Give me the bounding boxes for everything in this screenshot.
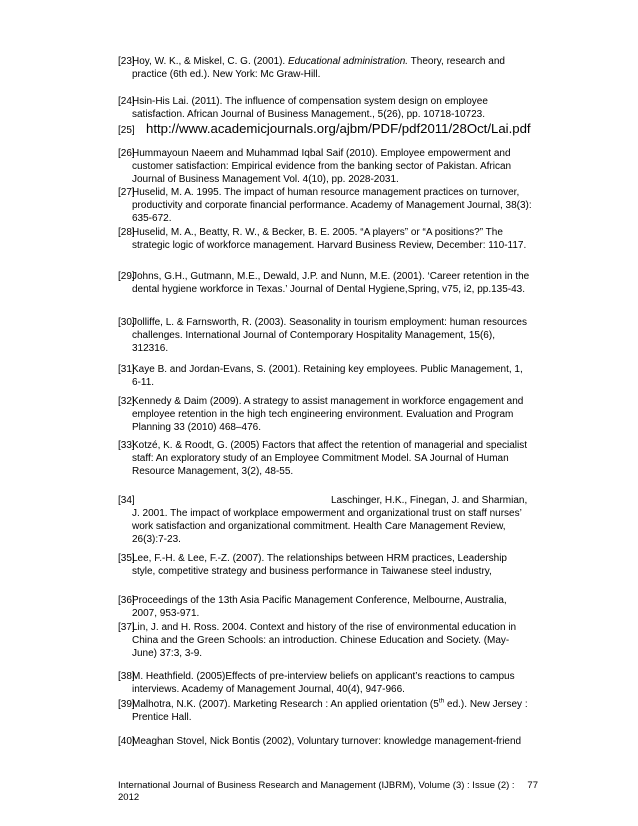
reference-number: [30] — [118, 317, 135, 328]
reference-url-link[interactable]: http://www.academicjournals.org/ajbm/PDF/pdf2011/28Oct/Lai.pdf — [146, 121, 531, 136]
reference-23 — [118, 55, 533, 81]
reference-text-start: Malhotra, N.K. (2007). Marketing Research : An applied orientation (5 — [132, 699, 439, 710]
reference-32 — [118, 395, 533, 434]
reference-text-start: Hoy, W. K., & Miskel, C. G. (2001). — [132, 56, 288, 67]
reference-35 — [118, 552, 533, 578]
reference-number: [36] — [118, 595, 135, 606]
reference-33 — [118, 439, 533, 478]
reference-text: Lin, J. and H. Ross. 2004. Context and history of the rise of environmental education in China and the Green Schools: an introduction. Chinese Education and Society. (May-June) 37:3, 3-9. — [132, 622, 517, 659]
reference-number: [39] — [118, 699, 135, 710]
reference-number: [23] — [118, 56, 135, 67]
reference-number: [24] — [118, 96, 135, 107]
reference-text: Kaye B. and Jordan-Evans, S. (2001). Retaining key employees. Public Management, 1, 6-11. — [132, 364, 523, 388]
reference-text: Kennedy & Daim (2009). A strategy to assist management in workforce engagement and employee retention in the high tech engineering environment. Evaluation and Program Planning 33 (2010) 468–476. — [132, 396, 524, 433]
reference-text-end: Theory, research and practice (6th ed.). New York: Mc Graw-Hill. — [132, 56, 505, 80]
reference-38 — [118, 670, 533, 696]
reference-number: [26] — [118, 148, 135, 159]
reference-text-end: ed.). New Jersey : Prentice Hall. — [132, 699, 528, 723]
reference-number: [28] — [118, 227, 135, 238]
reference-25 — [118, 121, 533, 136]
reference-30 — [118, 316, 533, 355]
reference-text: Hummayoun Naeem and Muhammad Iqbal Saif (2010). Employee empowerment and customer satisfaction: Empirical evidence from the banking sector of Pakistan. African Journal of Business Management Vol. 4(10), pp. 2028-2031. — [132, 148, 512, 185]
reference-40 — [118, 735, 533, 748]
reference-number: [40] — [118, 736, 135, 747]
reference-text: Huselid, M. A. 1995. The impact of human resource management practices on turnover, productivity and corporate financial performance. Academy of Management Journal, 38(3): 635-672. — [132, 187, 532, 224]
reference-text: Jolliffe, L. & Farnsworth, R. (2003). Seasonality in tourism employment: human resources challenges. International Journal of Contemporary Hospitality Management, 15(6), 312316. — [132, 317, 527, 354]
reference-text: Proceedings of the 13th Asia Pacific Management Conference, Melbourne, Australia, 2007, 953-971. — [132, 595, 507, 619]
reference-29 — [118, 270, 533, 296]
reference-title-italic: Educational administration. — [287, 56, 409, 67]
reference-number: [34] — [118, 495, 135, 506]
footer-journal-citation: International Journal of Business Research and Management (IJBRM), Volume (3) : Issue (2) : 2012 — [118, 780, 515, 803]
reference-text: Kotzé, K. & Roodt, G. (2005) Factors that affect the retention of managerial and specialist staff: An exploratory study of an Employee Commitment Model. SA Journal of Human Resource Management, 3(2), 48-55. — [132, 440, 528, 477]
reference-number: [32] — [118, 396, 135, 407]
reference-number: [37] — [118, 622, 135, 633]
reference-24 — [118, 95, 533, 121]
reference-36 — [118, 594, 533, 620]
reference-31 — [118, 363, 533, 389]
page-footer — [118, 780, 538, 804]
reference-number: [35] — [118, 553, 135, 564]
reference-28 — [118, 226, 533, 252]
reference-text: Meaghan Stovel, Nick Bontis (2002), Voluntary turnover: knowledge management-friend — [132, 736, 522, 747]
reference-number: [38] — [118, 671, 135, 682]
reference-39 — [118, 698, 533, 724]
reference-34 — [118, 494, 533, 546]
reference-text: M. Heathfield. (2005)Effects of pre-interview beliefs on applicant’s reactions to campus interviews. Academy of Management Journal, 40(4), 947-966. — [132, 671, 515, 695]
reference-number: [27] — [118, 187, 135, 198]
reference-text: Huselid, M. A., Beatty, R. W., & Becker, B. E. 2005. “A players” or “A positions?” The strategic logic of workforce management. Harvard Business Review, December: 110-117. — [132, 227, 527, 251]
reference-authors: Laschinger, H.K., Finegan, J. and Sharmian, — [331, 495, 528, 506]
reference-number: [33] — [118, 440, 135, 451]
reference-27 — [118, 186, 533, 225]
superscript: th — [438, 697, 445, 705]
reference-26 — [118, 147, 533, 186]
reference-text: Lee, F.-H. & Lee, F.-Z. (2007). The relationships between HRM practices, Leadership style, competitive strategy and business performance in Taiwanese steel industry, — [132, 553, 507, 577]
reference-number: [31] — [118, 364, 135, 375]
reference-text: Hsin-His Lai. (2011). The influence of compensation system design on employee satisfaction. African Journal of Business Management., 5(26), pp. 10718-10723. — [132, 96, 488, 120]
reference-37 — [118, 621, 533, 660]
reference-text: J. 2001. The impact of workplace empowerment and organizational trust on staff nurses’ work satisfaction and organizational commitment. Health Care Management Review, 26(3):7-23. — [132, 508, 522, 545]
page-number: 77 — [527, 780, 538, 791]
reference-number: [25] — [118, 125, 135, 136]
reference-number: [29] — [118, 271, 135, 282]
reference-text: Johns, G.H., Gutmann, M.E., Dewald, J.P. and Nunn, M.E. (2001). ‘Career retention in the dental hygiene workforce in Texas.’ Journal of Dental Hygiene,Spring, v75, i2, pp.135-43. — [132, 271, 530, 295]
